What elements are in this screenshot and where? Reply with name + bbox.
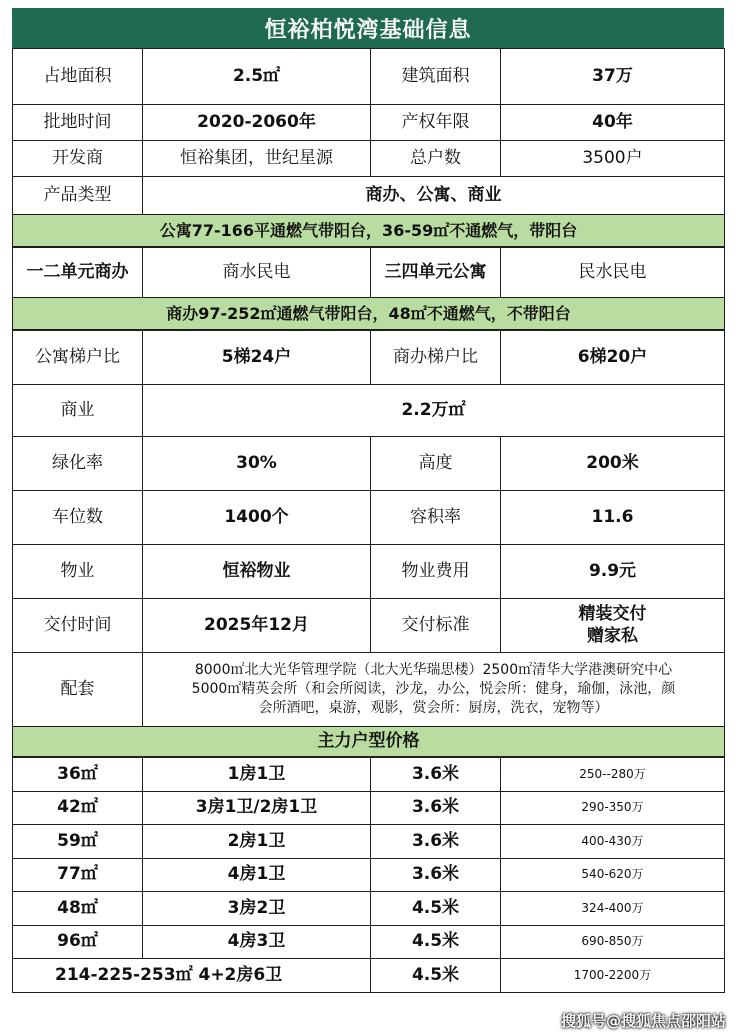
cell-label: 交付时间 bbox=[13, 599, 143, 653]
price-range: 400-430万 bbox=[501, 825, 725, 859]
cell-value: 商办、公寓、商业 bbox=[143, 177, 725, 215]
cell-value: 6梯20户 bbox=[501, 331, 725, 385]
cell-label: 容积率 bbox=[371, 491, 501, 545]
cell-value: 200米 bbox=[501, 437, 725, 491]
table-row bbox=[13, 599, 725, 653]
cell-value: 民水民电 bbox=[501, 248, 725, 298]
basic-info-table bbox=[12, 48, 725, 247]
table-row bbox=[13, 248, 725, 298]
price-layout: 3房1卫/2房1卫 bbox=[143, 791, 371, 825]
price-table bbox=[12, 757, 725, 993]
gas-note-banner: 公寓77-166平通燃气带阳台，36-59㎡不通燃气，带阳台 bbox=[13, 215, 725, 247]
cell-label: 商业 bbox=[13, 385, 143, 437]
price-height: 4.5米 bbox=[371, 959, 501, 993]
price-layout: 4房3卫 bbox=[143, 925, 371, 959]
price-range: 290-350万 bbox=[501, 791, 725, 825]
cell-label: 车位数 bbox=[13, 491, 143, 545]
cell-label: 批地时间 bbox=[13, 105, 143, 141]
price-height: 3.6米 bbox=[371, 758, 501, 792]
cell-value: 40年 bbox=[501, 105, 725, 141]
table-row bbox=[13, 215, 725, 247]
price-range: 1700-2200万 bbox=[501, 959, 725, 993]
cell-label: 商办梯户比 bbox=[371, 331, 501, 385]
cell-value: 3500户 bbox=[501, 141, 725, 177]
cell-value: 9.9元 bbox=[501, 545, 725, 599]
cell-label: 占地面积 bbox=[13, 49, 143, 105]
facilities-line: 5000㎡精英会所（和会所阅读，沙龙，办公，悦会所：健身，瑜伽，泳池，颜 bbox=[191, 681, 676, 698]
table-row bbox=[13, 141, 725, 177]
cell-value: 恒裕集团，世纪星源 bbox=[143, 141, 371, 177]
table-row bbox=[13, 959, 725, 993]
price-layout: 4房1卫 bbox=[143, 858, 371, 892]
table-row bbox=[13, 858, 725, 892]
cell-label: 配套 bbox=[13, 653, 143, 727]
price-height: 4.5米 bbox=[371, 892, 501, 926]
table-row bbox=[13, 177, 725, 215]
cell-value: 11.6 bbox=[501, 491, 725, 545]
table-row bbox=[13, 791, 725, 825]
price-height: 3.6米 bbox=[371, 858, 501, 892]
cell-value: 37万 bbox=[501, 49, 725, 105]
price-layout: 3房2卫 bbox=[143, 892, 371, 926]
cell-label: 高度 bbox=[371, 437, 501, 491]
price-height: 4.5米 bbox=[371, 925, 501, 959]
table-row bbox=[13, 105, 725, 141]
table-row bbox=[13, 727, 725, 757]
cell-value: 2.2万㎡ bbox=[143, 385, 725, 437]
table-row bbox=[13, 385, 725, 437]
info-sheet bbox=[12, 8, 724, 993]
price-area-layout: 214-225-253㎡ 4+2房6卫 bbox=[13, 959, 371, 993]
table-row bbox=[13, 331, 725, 385]
table-row bbox=[13, 491, 725, 545]
cell-value: 2.5㎡ bbox=[143, 49, 371, 105]
price-layout: 2房1卫 bbox=[143, 825, 371, 859]
price-area: 77㎡ bbox=[13, 858, 143, 892]
table-row bbox=[13, 825, 725, 859]
price-height: 3.6米 bbox=[371, 825, 501, 859]
table-row bbox=[13, 892, 725, 926]
cell-value: 2025年12月 bbox=[143, 599, 371, 653]
delivery-std-line: 赠家私 bbox=[587, 625, 638, 646]
cell-label: 建筑面积 bbox=[371, 49, 501, 105]
watermark: 搜狐号@搜狐焦点邵阳站 bbox=[560, 1012, 726, 1030]
cell-label: 产品类型 bbox=[13, 177, 143, 215]
price-area: 59㎡ bbox=[13, 825, 143, 859]
price-area: 96㎡ bbox=[13, 925, 143, 959]
facilities-cell bbox=[143, 653, 725, 727]
table-row bbox=[13, 925, 725, 959]
price-area: 48㎡ bbox=[13, 892, 143, 926]
table-row bbox=[13, 545, 725, 599]
gas-note-banner: 商办97-252㎡通燃气带阳台，48㎡不通燃气，不带阳台 bbox=[13, 298, 725, 330]
delivery-std-line: 精装交付 bbox=[578, 604, 647, 625]
cell-value: 2020-2060年 bbox=[143, 105, 371, 141]
facilities-line: 8000㎡北大光华管理学院（北大光华瑞思楼）2500㎡清华大学港澳研究中心 bbox=[194, 662, 673, 679]
cell-value: 1400个 bbox=[143, 491, 371, 545]
sheet-title: 恒裕柏悦湾基础信息 bbox=[12, 8, 724, 48]
table-row bbox=[13, 49, 725, 105]
price-area: 36㎡ bbox=[13, 758, 143, 792]
price-range: 690-850万 bbox=[501, 925, 725, 959]
table-row bbox=[13, 437, 725, 491]
price-range: 250--280万 bbox=[501, 758, 725, 792]
cell-label: 物业 bbox=[13, 545, 143, 599]
table-row bbox=[13, 298, 725, 330]
cell-label: 三四单元公寓 bbox=[371, 248, 501, 298]
price-area: 42㎡ bbox=[13, 791, 143, 825]
price-layout: 1房1卫 bbox=[143, 758, 371, 792]
cell-label: 产权年限 bbox=[371, 105, 501, 141]
table-row bbox=[13, 758, 725, 792]
cell-value bbox=[501, 599, 725, 653]
cell-value: 30% bbox=[143, 437, 371, 491]
units-table bbox=[12, 247, 725, 330]
details-table bbox=[12, 330, 725, 757]
cell-label: 交付标准 bbox=[371, 599, 501, 653]
cell-label: 绿化率 bbox=[13, 437, 143, 491]
cell-label: 物业费用 bbox=[371, 545, 501, 599]
price-header: 主力户型价格 bbox=[13, 727, 725, 757]
facilities-line: 会所酒吧，桌游，观影，赏会所：厨房，洗衣，宠物等） bbox=[258, 699, 609, 716]
cell-label: 总户数 bbox=[371, 141, 501, 177]
cell-label: 开发商 bbox=[13, 141, 143, 177]
cell-value: 恒裕物业 bbox=[143, 545, 371, 599]
cell-value: 商水民电 bbox=[143, 248, 371, 298]
price-range: 540-620万 bbox=[501, 858, 725, 892]
price-height: 3.6米 bbox=[371, 791, 501, 825]
cell-value: 5梯24户 bbox=[143, 331, 371, 385]
cell-label: 一二单元商办 bbox=[13, 248, 143, 298]
price-range: 324-400万 bbox=[501, 892, 725, 926]
table-row bbox=[13, 653, 725, 727]
cell-label: 公寓梯户比 bbox=[13, 331, 143, 385]
